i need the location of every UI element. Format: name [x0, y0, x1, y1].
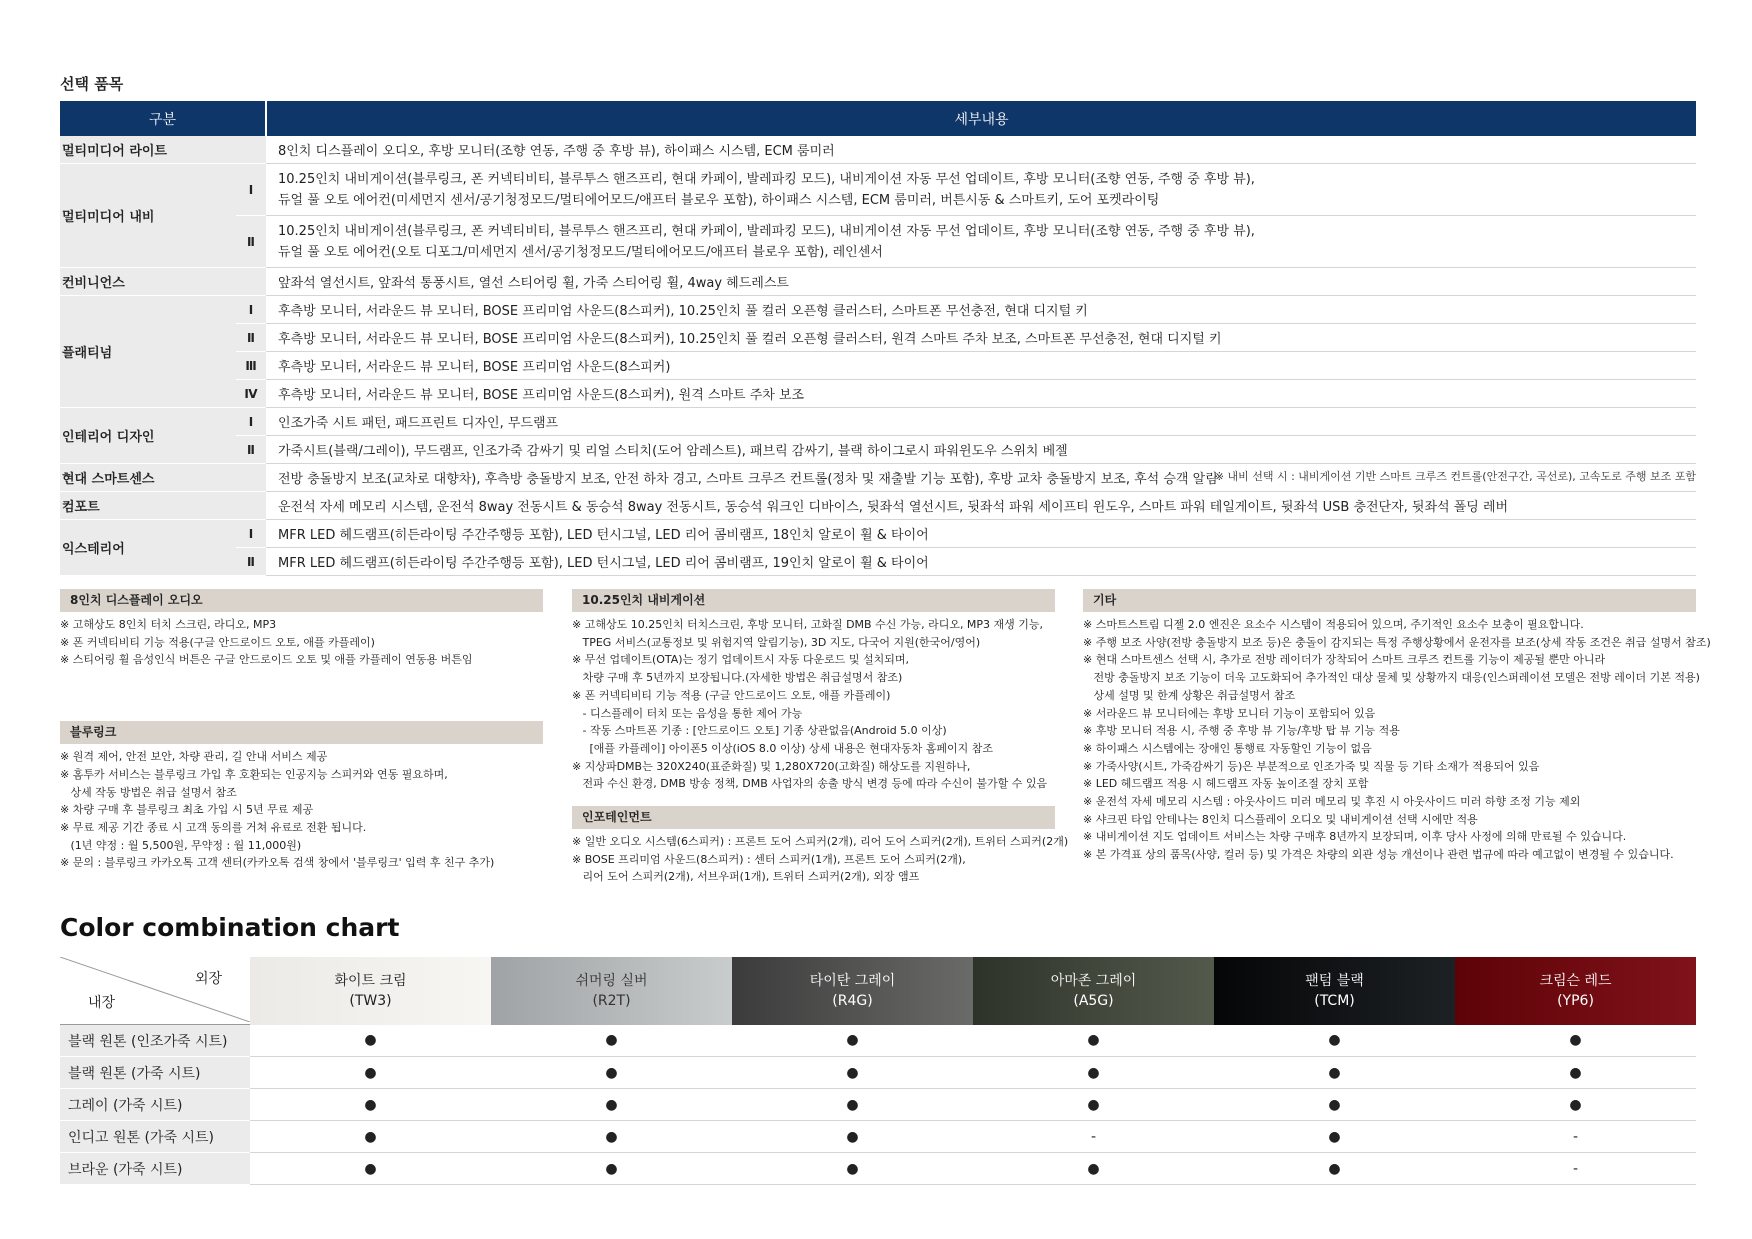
note-heading: 블루링크 — [60, 721, 543, 744]
option-detail — [266, 380, 1696, 408]
option-detail-line: 인조가죽 시트 패턴, 패드프린트 디자인, 무드램프 — [278, 416, 559, 431]
exterior-color-code: (YP6) — [1557, 992, 1594, 1009]
option-row — [60, 380, 1696, 408]
option-level: Ⅱ — [236, 436, 266, 464]
header-category: 구분 — [60, 101, 266, 136]
note-heading: 인포테인먼트 — [572, 806, 1055, 829]
option-level: Ⅱ — [236, 548, 266, 576]
note-line: - 디스플레이 터치 또는 음성을 통한 제어 가능 — [572, 706, 803, 720]
availability-cell: ● — [1214, 1153, 1455, 1185]
option-detail — [266, 464, 1696, 492]
exterior-color-name: 크림슨 레드 — [1539, 972, 1612, 989]
availability-cell: ● — [732, 1025, 973, 1057]
availability-cell: ● — [732, 1121, 973, 1153]
note-line: ※ 폰 커넥티비티 기능 적용(구글 안드로이드 오토, 애플 카플레이) — [60, 635, 375, 649]
option-detail — [266, 548, 1696, 576]
note-line: ※ 가죽사양(시트, 가죽감싸기 등)은 부분적으로 인조가죽 및 직물 등 기타 소재가 적용되어 있음 — [1083, 759, 1540, 773]
interior-name: 브라운 (가죽 시트) — [60, 1153, 250, 1185]
note-line: (1년 약정 : 월 5,500원, 무약정 : 월 11,000원) — [60, 838, 302, 852]
options-table — [60, 101, 1696, 576]
options-body — [60, 136, 1696, 576]
option-inline-note: ※ 내비 선택 시 : 내비게이션 기반 스마트 크루즈 컨트롤(안전구간, 곡선로), 고속도로 주행 보조 포함 — [1214, 470, 1696, 483]
availability-cell: ● — [1214, 1025, 1455, 1057]
availability-cell: - — [1455, 1121, 1696, 1153]
option-detail-line: MFR LED 헤드램프(히든라이팅 주간주행등 포함), LED 턴시그널, LED 리어 콤비램프, 19인치 알로이 휠 & 타이어 — [278, 556, 929, 571]
note-line: ※ 후방 모니터 적용 시, 주행 중 후방 뷰 기능/후방 탑 뷰 기능 적용 — [1083, 724, 1400, 738]
note-line: ※ 고해상도 8인치 터치 스크린, 라디오, MP3 — [60, 618, 277, 631]
interior-row — [60, 1025, 1696, 1057]
note-line: ※ 원격 제어, 안전 보안, 차량 관리, 길 안내 서비스 제공 — [60, 750, 328, 764]
option-level: Ⅰ — [236, 296, 266, 324]
option-detail — [266, 164, 1696, 216]
option-detail — [266, 492, 1696, 520]
option-row — [60, 164, 1696, 216]
availability-cell: - — [1455, 1153, 1696, 1185]
availability-cell: ● — [491, 1025, 732, 1057]
option-detail-line: 10.25인치 내비게이션(블루링크, 폰 커넥티비티, 블루투스 핸즈프리, 현대 카페이, 발레파킹 모드), 내비게이션 자동 무선 업데이트, 후방 모니터(조향 연동, 주행 중 후방 뷰), — [278, 223, 1255, 239]
note-line: 상세 설명 및 한계 상황은 취급설명서 참조 — [1083, 688, 1296, 702]
availability-cell: ● — [1214, 1057, 1455, 1089]
option-category: 플래티넘 — [60, 296, 236, 408]
option-detail-line: 전방 충돌방지 보조(교차로 대향차), 후측방 충돌방지 보조, 안전 하차 경고, 스마트 크루즈 컨트롤(정차 및 재출발 기능 포함), 후방 교차 충돌방지 보조, 후석 승객 알림 — [278, 472, 1218, 487]
availability-cell: ● — [491, 1057, 732, 1089]
availability-cell: ● — [1455, 1089, 1696, 1121]
option-row — [60, 436, 1696, 464]
availability-cell: ● — [250, 1121, 491, 1153]
exterior-color-code: (R2T) — [592, 992, 631, 1009]
color-chart-body — [60, 1025, 1696, 1185]
note-block — [60, 589, 543, 669]
note-heading: 기타 — [1083, 589, 1696, 612]
note-line: ※ 샤크핀 타입 안테나는 8인치 디스플레이 오디오 및 내비게이션 선택 시에만 적용 — [1083, 812, 1478, 826]
interior-row — [60, 1057, 1696, 1089]
exterior-color-header — [250, 957, 491, 1025]
exterior-color-code: (TCM) — [1314, 992, 1355, 1009]
corner-interior-label: 내장 — [88, 995, 116, 1011]
note-line: ※ 서라운드 뷰 모니터에는 후방 모니터 기능이 포함되어 있음 — [1083, 706, 1376, 720]
exterior-color-name: 쉬머링 실버 — [575, 972, 648, 989]
option-category: 인테리어 디자인 — [60, 408, 236, 464]
note-line: ※ 무료 제공 기간 종료 시 고객 동의를 거쳐 유료로 전환 됩니다. — [60, 820, 367, 834]
color-chart-table — [60, 957, 1696, 1185]
note-block — [1083, 589, 1711, 864]
exterior-color-header — [973, 957, 1214, 1025]
note-line: 상세 작동 방법은 취급 설명서 참조 — [60, 785, 237, 799]
note-line: ※ 문의 : 블루링크 카카오톡 고객 센터(카카오톡 검색 창에서 '블루링크' 입력 후 친구 추가) — [60, 856, 495, 870]
option-detail — [266, 436, 1696, 464]
exterior-color-name: 화이트 크림 — [334, 972, 407, 989]
options-header — [60, 101, 1696, 136]
interior-row — [60, 1153, 1696, 1185]
availability-cell: ● — [250, 1057, 491, 1089]
header-detail: 세부내용 — [266, 101, 1696, 136]
option-row — [60, 268, 1696, 296]
note-line: ※ 홈투카 서비스는 블루링크 가입 후 호환되는 인공지능 스피커와 연동 필요하며, — [60, 767, 448, 781]
option-detail-line: MFR LED 헤드램프(히든라이팅 주간주행등 포함), LED 턴시그널, LED 리어 콤비램프, 18인치 알로이 휠 & 타이어 — [278, 528, 929, 543]
availability-cell: ● — [973, 1025, 1214, 1057]
option-level: Ⅱ — [236, 216, 266, 268]
availability-cell: ● — [1455, 1025, 1696, 1057]
note-line: ※ 본 가격표 상의 품목(사양, 컬러 등) 및 가격은 차량의 외관 성능 개선이나 관련 법규에 따라 예고없이 변경될 수 있습니다. — [1083, 848, 1674, 862]
availability-cell: ● — [973, 1089, 1214, 1121]
option-row — [60, 464, 1696, 492]
note-line: 전방 충돌방지 보조 기능이 더욱 고도화되어 추가적인 대상 물체 및 상황까지 대응(인스퍼레이션 모델은 전방 레이더 기본 적용) — [1083, 671, 1700, 685]
note-line: ※ 운전석 자세 메모리 시스템 : 아웃사이드 미러 메모리 및 후진 시 아웃사이드 미러 하향 조정 기능 제외 — [1083, 795, 1581, 809]
availability-cell: ● — [250, 1025, 491, 1057]
note-line: [애플 카플레이] 아이폰5 이상(iOS 8.0 이상) 상세 내용은 현대자동차 홈페이지 참조 — [572, 741, 993, 755]
notes-column-3 — [1083, 589, 1711, 864]
color-chart-corner — [60, 957, 250, 1025]
option-detail — [266, 520, 1696, 548]
availability-cell: ● — [1455, 1057, 1696, 1089]
option-row — [60, 216, 1696, 268]
note-heading: 8인치 디스플레이 오디오 — [60, 589, 543, 612]
option-row — [60, 548, 1696, 576]
availability-cell: - — [973, 1121, 1214, 1153]
option-detail — [266, 296, 1696, 324]
note-line: ※ 폰 커넥티비티 기능 적용 (구글 안드로이드 오토, 애플 카플레이) — [572, 688, 891, 702]
option-row — [60, 520, 1696, 548]
availability-cell: ● — [732, 1153, 973, 1185]
availability-cell: ● — [250, 1153, 491, 1185]
availability-cell: ● — [973, 1153, 1214, 1185]
note-line: ※ 주행 보조 사양(전방 충돌방지 보조 등)은 충돌이 감지되는 특정 주행상황에서 운전자를 보조(상세 작동 조건은 취급 설명서 참조) — [1083, 635, 1711, 649]
availability-cell: ● — [250, 1089, 491, 1121]
option-detail-line: 후측방 모니터, 서라운드 뷰 모니터, BOSE 프리미엄 사운드(8스피커), 원격 스마트 주차 보조 — [278, 388, 805, 403]
option-category: 컴포트 — [60, 492, 266, 520]
option-level: Ⅰ — [236, 520, 266, 548]
note-line: ※ 하이패스 시스템에는 장애인 통행료 자동할인 기능이 없음 — [1083, 741, 1372, 755]
option-category: 멀티미디어 내비 — [60, 164, 236, 268]
interior-name: 블랙 원톤 (가죽 시트) — [60, 1057, 250, 1089]
note-block — [572, 589, 1055, 793]
exterior-color-code: (R4G) — [832, 992, 873, 1009]
note-block — [60, 721, 543, 872]
option-detail — [266, 136, 1696, 164]
exterior-color-code: (A5G) — [1073, 992, 1114, 1009]
availability-cell: ● — [491, 1153, 732, 1185]
note-line: ※ LED 헤드램프 적용 시 헤드램프 자동 높이조절 장치 포함 — [1083, 777, 1369, 791]
note-line: 전파 수신 환경, DMB 방송 정책, DMB 사업자의 송출 방식 변경 등에 따라 수신이 불가할 수 있음 — [572, 777, 1048, 791]
availability-cell: ● — [1214, 1089, 1455, 1121]
option-level: Ⅲ — [236, 352, 266, 380]
option-row — [60, 296, 1696, 324]
option-category: 멀티미디어 라이트 — [60, 136, 266, 164]
option-row — [60, 324, 1696, 352]
availability-cell: ● — [973, 1057, 1214, 1089]
option-detail-line: 듀얼 풀 오토 에어컨(오토 디포그/미세먼지 센서/공기청정모드/멀티에어모드/애프터 블로우 포함), 레인센서 — [278, 244, 883, 260]
option-detail — [266, 216, 1696, 268]
exterior-color-name: 아마존 그레이 — [1050, 972, 1137, 989]
availability-cell: ● — [732, 1089, 973, 1121]
exterior-color-header — [1214, 957, 1455, 1025]
option-detail-line: 운전석 자세 메모리 시스템, 운전석 8way 전동시트 & 동승석 8way 전동시트, 동승석 워크인 디바이스, 뒷좌석 열선시트, 뒷좌석 파워 세이프티 윈도우, 스마트 파워 테일게이트, 뒷좌석 USB 충전단자, 뒷좌석 폴딩 레버 — [278, 500, 1509, 515]
exterior-color-header — [491, 957, 732, 1025]
exterior-color-name: 타이탄 그레이 — [809, 972, 896, 989]
note-line: ※ 무선 업데이트(OTA)는 정기 업데이트시 자동 다운로드 및 설치되며, — [572, 653, 909, 667]
availability-cell: ● — [491, 1121, 732, 1153]
option-row — [60, 136, 1696, 164]
options-title: 선택 품목 — [60, 75, 124, 93]
note-line: 리어 도어 스피커(2개), 서브우퍼(1개), 트위터 스피커(2개), 외장 앰프 — [572, 870, 920, 884]
option-level: Ⅱ — [236, 324, 266, 352]
notes-section — [60, 589, 1711, 909]
availability-cell: ● — [732, 1057, 973, 1089]
exterior-color-header — [732, 957, 973, 1025]
exterior-color-name: 팬텀 블랙 — [1305, 972, 1364, 989]
note-line: ※ 고해상도 10.25인치 터치스크린, 후방 모니터, 고화질 DMB 수신 가능, 라디오, MP3 재생 기능, — [572, 618, 1044, 631]
option-category: 익스테리어 — [60, 520, 236, 576]
corner-exterior-label: 외장 — [194, 971, 222, 987]
interior-row — [60, 1121, 1696, 1153]
note-heading: 10.25인치 내비게이션 — [572, 589, 1055, 612]
page — [60, 74, 1711, 1185]
note-line: - 작동 스마트폰 기종 : [안드로이드 오토] 기종 상관없음(Android 5.0 이상) — [572, 724, 947, 738]
option-detail-line: 후측방 모니터, 서라운드 뷰 모니터, BOSE 프리미엄 사운드(8스피커) — [278, 360, 671, 375]
availability-cell: ● — [1214, 1121, 1455, 1153]
note-line: ※ 차량 구매 후 블루링크 최초 가입 시 5년 무료 제공 — [60, 803, 314, 817]
note-line: ※ 지상파DMB는 320X240(표준화질) 및 1,280X720(고화질) 해상도를 지원하나, — [572, 759, 971, 773]
option-level: Ⅰ — [236, 408, 266, 436]
option-level: Ⅰ — [236, 164, 266, 216]
note-line: ※ 내비게이션 지도 업데이트 서비스는 차량 구매후 8년까지 보장되며, 이후 당사 사정에 의해 만료될 수 있습니다. — [1083, 830, 1627, 844]
color-chart-title: Color combination chart — [60, 913, 400, 942]
option-category: 현대 스마트센스 — [60, 464, 266, 492]
option-detail — [266, 408, 1696, 436]
interior-name: 그레이 (가죽 시트) — [60, 1089, 250, 1121]
option-level: Ⅳ — [236, 380, 266, 408]
option-category: 컨비니언스 — [60, 268, 266, 296]
note-line: ※ 현대 스마트센스 선택 시, 추가로 전방 레이더가 장착되어 스마트 크루즈 컨트롤 기능이 제공될 뿐만 아니라 — [1083, 653, 1606, 667]
note-line: 차량 구매 후 5년까지 보장됩니다.(자세한 방법은 취급설명서 참조) — [572, 671, 903, 685]
notes-column-2 — [572, 589, 1069, 886]
note-line: ※ BOSE 프리미엄 사운드(8스피커) : 센터 스피커(1개), 프론트 도어 스피커(2개), — [572, 852, 966, 866]
interior-row — [60, 1089, 1696, 1121]
note-block — [572, 806, 1069, 886]
note-line: TPEG 서비스(교통정보 및 위험지역 알림기능), 3D 지도, 다국어 지원(한국어/영어) — [572, 635, 981, 649]
option-detail — [266, 268, 1696, 296]
exterior-color-header — [1455, 957, 1696, 1025]
availability-cell: ● — [491, 1089, 732, 1121]
option-detail-line: 후측방 모니터, 서라운드 뷰 모니터, BOSE 프리미엄 사운드(8스피커), 10.25인치 풀 컬러 오픈형 클러스터, 스마트폰 무선충전, 현대 디지털 키 — [278, 304, 1088, 319]
option-row — [60, 408, 1696, 436]
option-detail-line: 8인치 디스플레이 오디오, 후방 모니터(조향 연동, 주행 중 후방 뷰), 하이패스 시스템, ECM 룸미러 — [278, 144, 835, 159]
option-row — [60, 492, 1696, 520]
option-detail-line: 듀얼 풀 오토 에어컨(미세먼지 센서/공기청정모드/멀티에어모드/애프터 블로우 포함), 하이패스 시스템, ECM 룸미러, 버튼시동 & 스마트키, 도어 포켓라이팅 — [278, 192, 1160, 208]
option-detail-line: 후측방 모니터, 서라운드 뷰 모니터, BOSE 프리미엄 사운드(8스피커), 10.25인치 풀 컬러 오픈형 클러스터, 원격 스마트 주차 보조, 스마트폰 무선충전, 현대 디지털 키 — [278, 332, 1222, 347]
option-detail-line: 가죽시트(블랙/그레이), 무드램프, 인조가죽 감싸기 및 리얼 스티치(도어 암레스트), 패브릭 감싸기, 블랙 하이그로시 파워윈도우 스위치 베젤 — [278, 444, 1068, 459]
option-row — [60, 352, 1696, 380]
note-line: ※ 일반 오디오 시스템(6스피커) : 프론트 도어 스피커(2개), 리어 도어 스피커(2개), 트위터 스피커(2개) — [572, 835, 1069, 849]
option-detail-line: 10.25인치 내비게이션(블루링크, 폰 커넥티비티, 블루투스 핸즈프리, 현대 카페이, 발레파킹 모드), 내비게이션 자동 무선 업데이트, 후방 모니터(조향 연동, 주행 중 후방 뷰), — [278, 171, 1255, 187]
option-detail — [266, 324, 1696, 352]
note-line: ※ 스티어링 휠 음성인식 버튼은 구글 안드로이드 오토 및 애플 카플레이 연동용 버튼임 — [60, 653, 473, 667]
option-detail — [266, 352, 1696, 380]
exterior-color-code: (TW3) — [349, 992, 392, 1009]
note-line: ※ 스마트스트림 디젤 2.0 엔진은 요소수 시스템이 적용되어 있으며, 주기적인 요소수 보충이 필요합니다. — [1083, 618, 1584, 631]
color-chart-header — [60, 957, 1696, 1025]
option-detail-line: 앞좌석 열선시트, 앞좌석 통풍시트, 열선 스티어링 휠, 가죽 스티어링 휠, 4way 헤드레스트 — [278, 276, 789, 291]
interior-name: 인디고 원톤 (가죽 시트) — [60, 1121, 250, 1153]
interior-name: 블랙 원톤 (인조가죽 시트) — [60, 1025, 250, 1057]
notes-column-1 — [60, 589, 543, 872]
